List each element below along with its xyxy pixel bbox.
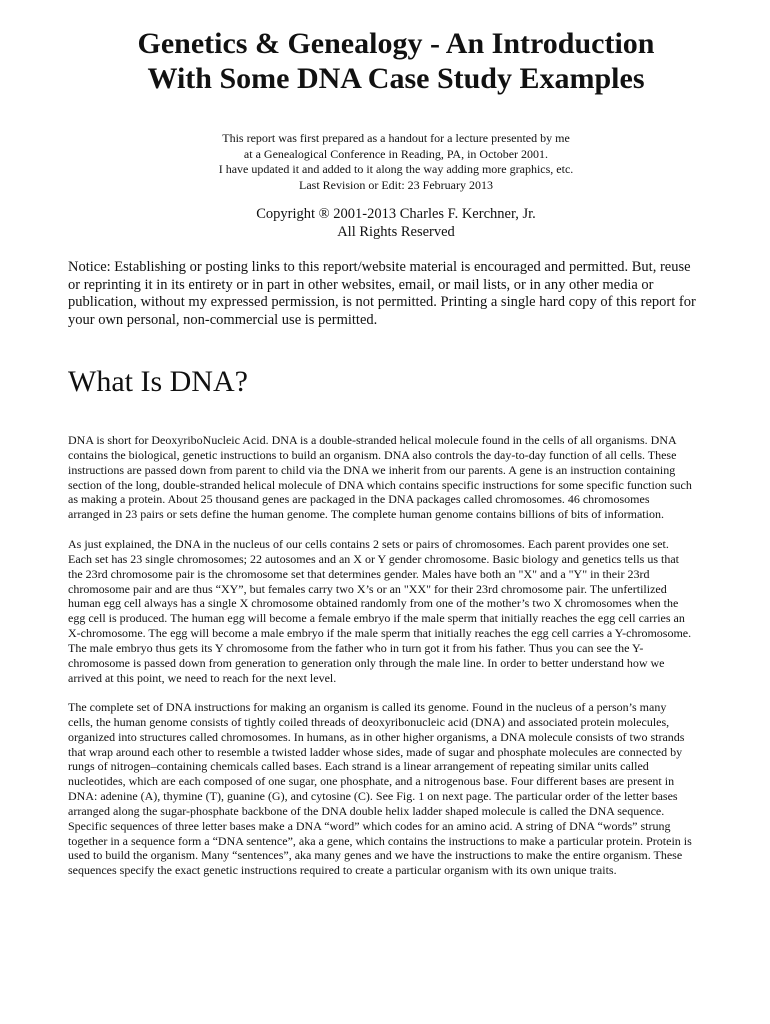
section-heading: What Is DNA?	[68, 365, 248, 398]
intro-line: This report was first prepared as a handout for a lecture presented by me	[222, 131, 570, 145]
text-line: The complete set of DNA instructions for making an organism is called its genome. Found in the nucleus of a person’s many	[68, 700, 667, 714]
notice-paragraph	[68, 259, 728, 329]
text-line: The male embryo thus gets its Y chromosome from the father who in turn got it from his father. Thus you can see the Y-	[68, 640, 644, 655]
text-line: organized into structures called chromosomes. In humans, as in other higher organisms, a DNA molecule consists of two strands	[68, 729, 685, 744]
text-line: DNA: adenine (A), thymine (T), guanine (G), and cytosine (C). See Fig. 1 on next page. The particular order of the letter bases	[68, 789, 678, 804]
notice-line: or reprinting it in its entirety or in part in other websites, email, or mail lists, or in any other media or	[68, 276, 654, 293]
text-line: nucleotides, which are each composed of one sugar, one phosphate, and a nitrogenous base. Four different bases are present in	[68, 774, 675, 789]
title-line-2: With Some DNA Case Study Examples	[147, 62, 645, 95]
notice-line: Notice: Establishing or posting links to this report/website material is encouraged and permitted. But, reuse	[68, 259, 691, 275]
text-line: arranged along the sugar-phosphate backbone of the DNA double helix ladder shaped molecule is called the DNA sequence.	[68, 803, 665, 818]
copyright-line: Copyright ® 2001-2013 Charles F. Kerchner, Jr.	[256, 206, 536, 222]
paragraph-3	[68, 700, 728, 878]
copyright-block	[0, 206, 770, 241]
text-line: cells, the human genome consists of tightly coiled threads of deoxyribonucleic acid (DNA) and associated protein molecules,	[68, 714, 670, 729]
text-line: As just explained, the DNA in the nucleus of our cells contains 2 sets or pairs of chromosomes. Each parent provides one set.	[68, 537, 669, 551]
last-revision: Last Revision or Edit: 23 February 2013	[299, 177, 493, 192]
page-title	[0, 26, 770, 96]
text-line: egg cell is produced. The human egg will become a female embryo if the male sperm that initially reaches the egg cell carries an	[68, 611, 685, 626]
rights-line: All Rights Reserved	[337, 223, 455, 240]
intro-line: at a Genealogical Conference in Reading, PA, in October 2001.	[243, 146, 549, 161]
text-line: as making a protein. About 25 thousand genes are packaged in the DNA packages called chromosomes. 46 chromosomes	[68, 492, 650, 507]
intro-line: I have updated it and added to it along the way adding more graphics, etc.	[218, 162, 574, 176]
text-line: arranged in 23 pairs or sets define the human genome. The complete human genome contains billions of bits of information.	[68, 507, 664, 522]
notice-line: your own personal, non-commercial use is permitted.	[68, 311, 378, 328]
text-line: instructions are passed down from parent to child via the DNA we inherit from our parents. A gene is an instruction containing	[68, 462, 676, 477]
text-line: sequences specify the exact genetic instructions required to create a particular organism with its own unique traits.	[68, 863, 617, 878]
paragraph-1	[68, 433, 728, 522]
text-line: together in a sequence form a “DNA sentence”, aka a gene, which contains the instructions to make a particular protein. Protein is	[68, 833, 692, 848]
title-line-1: Genetics & Genealogy - An Introduction	[137, 27, 655, 60]
intro-note	[0, 131, 770, 193]
text-line: X-chromosome. The egg will become a male embryo if the male sperm that initially reaches the egg cell carries a Y-chromosome.	[68, 626, 692, 641]
text-line: used to build the organism. Many “sentences”, aka many genes and we have the instructions to make the entire organism. These	[68, 848, 683, 863]
notice-line: publication, without my expressed permission, is not permitted. Printing a single hard copy of this report for	[68, 294, 696, 310]
text-line: section of the long, double-stranded helical molecule of DNA which contains specific instructions for some specific function such	[68, 477, 692, 492]
text-line: DNA is short for DeoxyriboNucleic Acid. DNA is a double-stranded helical molecule found in the cells of all organisms. DNA	[68, 433, 677, 447]
text-line: human egg cell always has a single X chromosome obtained randomly from one of the mother’s two X chromosomes when the	[68, 596, 679, 611]
text-line: arrived at this point, we need to reach for the next level.	[68, 670, 337, 685]
text-line: chromosome pair and are thus “XY”, but females carry two X’s or an "XX" for their 23rd chromosome pair. The unfertilized	[68, 581, 667, 596]
text-line: chromosome is passed down from generation to generation only through the male line. In order to better understand how we	[68, 655, 665, 670]
paragraph-2	[68, 537, 728, 685]
text-line: that wrap around each other to resemble a twisted ladder whose sides, made of sugar and phosphate molecules are connected by	[68, 744, 683, 759]
text-line: the 23rd chromosome pair is the chromosome set that determines gender. Males have both an "X" and a "Y" in their 23rd	[68, 566, 650, 581]
text-line: contains the biological, genetic instructions to build an organism. DNA also controls the day-to-day function of all cells. These	[68, 447, 677, 462]
text-line: Specific sequences of three letter bases make a DNA “word” which codes for an amino acid. A string of DNA “words” strung	[68, 818, 671, 833]
text-line: rungs of nitrogen–containing chemicals called bases. Each strand is a linear arrangement of repeating similar units called	[68, 759, 649, 774]
text-line: Each set has 23 single chromosomes; 22 autosomes and an X or Y gender chromosome. Basic biology and genetics tells us that	[68, 551, 679, 566]
